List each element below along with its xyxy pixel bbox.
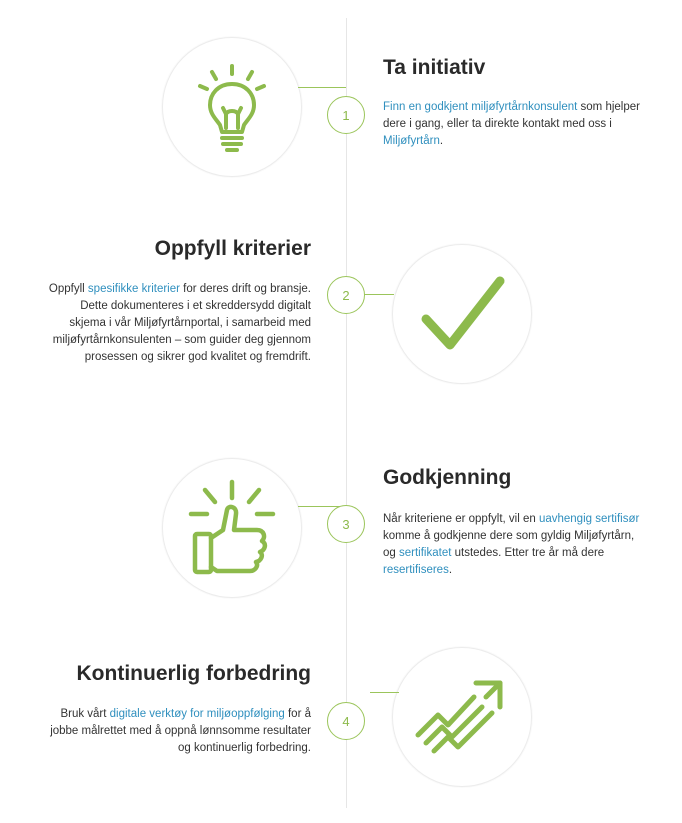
step-3-text: komme å godkjenne dere som gyldig Miljøfyrtårn, og: [383, 530, 635, 559]
step-3-title: Godkjenning: [383, 466, 512, 489]
step-2-number: 2: [342, 287, 350, 303]
step-1-link[interactable]: Finn en godkjent miljøfyrtårnkonsulent: [383, 101, 578, 113]
step-2-number-badge: [327, 276, 365, 314]
step-1-link[interactable]: Miljøfyrtårn: [383, 135, 440, 147]
step-2-text: for deres drift og bransje. Dette dokumenteres i et skreddersydd digitalt skjema i vår Miljøfyrtårnportal, i samarbeid med miljøfyrtårnkonsulenten – som guider deg gjennom prosessen og sikrer god kvalitet og fremdrift.: [52, 283, 311, 363]
step-4-body: [43, 706, 311, 757]
step-1-icon-circle: [162, 37, 302, 177]
step-2-link[interactable]: spesifikke kriterier: [87, 283, 180, 295]
step-2-icon-circle: [392, 244, 532, 384]
step-3-text: .: [448, 564, 453, 576]
step-1-title: Ta initiativ: [383, 56, 486, 79]
step-2-title: Oppfyll kriterier: [154, 237, 311, 260]
step-4-icon-circle: [392, 647, 532, 787]
step-3-link[interactable]: sertifikatet: [399, 547, 452, 559]
step-3-number: 3: [342, 516, 350, 532]
step-3-text: utstedes. Etter tre år må dere: [451, 547, 605, 559]
lightbulb-icon: [192, 62, 272, 152]
step-4-number-badge: [327, 702, 365, 740]
step-4-connector: [370, 692, 399, 693]
step-2-body: [43, 281, 311, 366]
step-3-link[interactable]: uavhengig sertifisør: [538, 513, 640, 525]
step-3-body: [383, 511, 645, 579]
step-4-title: Kontinuerlig forbedring: [76, 662, 311, 685]
thumbs-up-icon: [187, 478, 277, 578]
step-4-text: for å jobbe målrettet med å oppnå lønnsomme resultater og kontinuerlig forbedring.: [50, 708, 311, 754]
step-3-text: Når kriteriene er oppfylt, vil en: [383, 513, 539, 525]
step-1-text: .: [439, 135, 444, 147]
timeline-line: [346, 18, 347, 808]
step-3-number-badge: [327, 505, 365, 543]
checkmark-icon: [412, 269, 512, 359]
step-1-connector: [298, 87, 346, 88]
step-4-text: Bruk vårt: [60, 708, 110, 720]
step-4-link[interactable]: digitale verktøy for miljøoppfølging: [109, 708, 285, 720]
step-1-number-badge: [327, 96, 365, 134]
growth-chart-icon: [412, 677, 512, 757]
step-3-link[interactable]: resertifiseres: [383, 564, 449, 576]
step-3-icon-circle: [162, 458, 302, 598]
step-1-text: som hjelper dere i gang, eller ta direkte kontakt med oss i: [383, 101, 640, 130]
step-2-text: Oppfyll: [48, 283, 88, 295]
step-1-body: [383, 99, 645, 150]
step-1-number: 1: [342, 107, 350, 123]
step-4-number: 4: [342, 713, 350, 729]
